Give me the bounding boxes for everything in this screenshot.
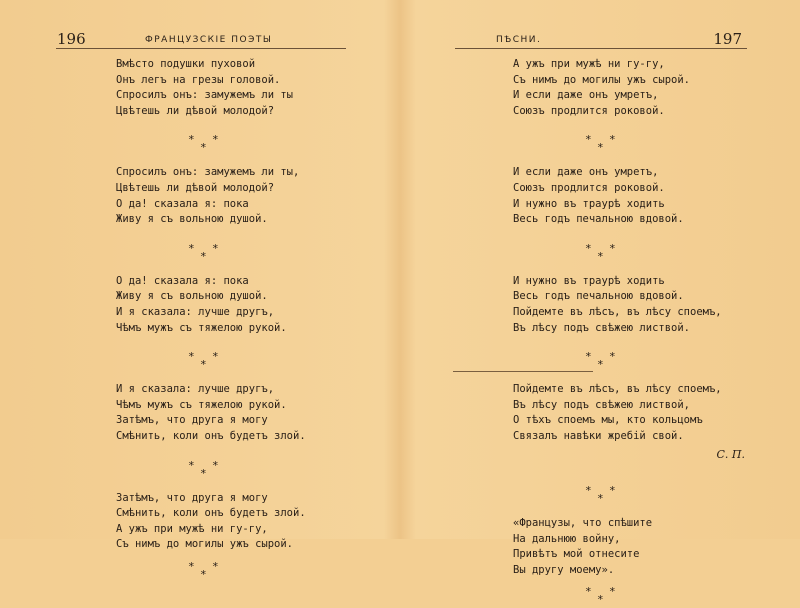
poem-line: Онъ легъ на грезы головой.	[116, 73, 281, 86]
asterisk: *	[585, 133, 592, 147]
right-page-number: 197	[713, 30, 742, 48]
stanza	[116, 57, 356, 119]
stanza	[116, 491, 356, 553]
stanza	[513, 382, 753, 444]
asterisk: *	[200, 141, 207, 155]
poem-line: Въ лѣсу подъ свѣжею листвой.	[513, 321, 691, 334]
asterisk: *	[188, 350, 195, 364]
stanza	[116, 165, 356, 227]
asterism-divider	[116, 445, 356, 491]
asterisk: *	[212, 559, 219, 573]
asterism-divider	[513, 228, 753, 274]
stanza	[513, 516, 753, 578]
asterisk: *	[597, 358, 604, 372]
poem-line: Живу я съ вольною душой.	[116, 213, 268, 226]
poem-line: Чѣмъ мужъ съ тяжелою рукой.	[116, 321, 287, 334]
poem-line: И нужно въ траурѣ ходить	[513, 274, 665, 287]
poem-line: Затѣмъ, что друга я могу	[116, 491, 268, 504]
asterisk: *	[200, 466, 207, 480]
right-header-rule	[455, 48, 747, 49]
asterism-divider	[116, 336, 356, 382]
left-page	[0, 0, 400, 581]
stanza	[513, 165, 753, 227]
stanza	[116, 382, 356, 444]
asterisk: *	[609, 585, 616, 599]
stanza	[116, 274, 356, 336]
asterisk: *	[597, 141, 604, 155]
left-poem-body	[116, 57, 356, 583]
stanza	[513, 274, 753, 336]
asterisk: *	[212, 458, 219, 472]
asterisk: *	[609, 484, 616, 498]
asterisk: *	[188, 559, 195, 573]
poem-line: Союзъ продлится роковой.	[513, 104, 665, 117]
poem-line: Съ нимъ до могилы ужъ сырой.	[513, 73, 691, 86]
asterisk: *	[585, 241, 592, 255]
asterism-divider	[513, 336, 753, 382]
translator-signature: С. П.	[716, 447, 745, 461]
poem-line: Вмѣсто подушки пуховой	[116, 58, 256, 70]
poem-line: И нужно въ траурѣ ходить	[513, 197, 665, 210]
poem-line: Союзъ продлится роковой.	[513, 181, 665, 194]
asterisk: *	[212, 133, 219, 147]
asterisk: *	[585, 350, 592, 364]
poem-line: Спросилъ онъ: замужемъ ли ты,	[116, 166, 300, 179]
asterisk: *	[200, 358, 207, 372]
poem-line: Цвѣтешь ли дѣвой молодой?	[116, 181, 275, 194]
right-running-head: ПѢСНИ.	[496, 35, 542, 45]
poem-line: Весь годъ печальною вдовой.	[513, 290, 684, 303]
asterism-divider	[513, 119, 753, 165]
asterisk: *	[609, 241, 616, 255]
asterisk: *	[188, 133, 195, 147]
asterisk: *	[200, 249, 207, 263]
poem-line: Смѣнить, коли онъ будетъ злой.	[116, 507, 306, 520]
asterisk: *	[188, 458, 195, 472]
poem-line: А ужъ при мужѣ ни гу-гу,	[116, 522, 268, 535]
poem-line: На дальнюю войну,	[513, 532, 621, 545]
asterism-divider	[513, 578, 753, 608]
poem-line: Чѣмъ мужъ съ тяжелою рукой.	[116, 398, 287, 411]
asterisk: *	[609, 350, 616, 364]
poem-line: Затѣмъ, что друга я могу	[116, 414, 268, 427]
poem-line: О да! сказала я: пока	[116, 274, 249, 287]
left-header-rule	[56, 48, 346, 49]
poem-line: Пойдемте въ лѣсъ, въ лѣсу споемъ,	[513, 305, 722, 318]
asterisk: *	[585, 484, 592, 498]
right-page	[400, 0, 800, 607]
asterism-divider	[116, 228, 356, 274]
poem-line: Весь годъ печальною вдовой.	[513, 213, 684, 226]
poem-line: Спросилъ онъ: замужемъ ли ты	[116, 89, 294, 102]
asterisk: *	[597, 492, 604, 506]
asterisk: *	[200, 567, 207, 581]
poem-line: Смѣнить, коли онъ будетъ злой.	[116, 429, 306, 442]
poem-line: Съ нимъ до могилы ужъ сырой.	[116, 538, 294, 551]
poem-line: Привѣтъ мой отнесите	[513, 548, 640, 561]
asterism-divider	[513, 470, 753, 516]
poem-line: А ужъ при мужѣ ни гу-гу,	[513, 58, 665, 70]
left-page-number: 196	[57, 30, 86, 48]
poem-line: И я сказала: лучше другъ,	[116, 305, 275, 318]
poem-line: И если даже онъ умретъ,	[513, 166, 659, 179]
stanza	[513, 57, 753, 119]
right-poem-body	[513, 57, 753, 608]
asterisk: *	[585, 585, 592, 599]
poem-line: «Французы, что спѣшите	[513, 517, 653, 530]
poem-line: Цвѣтешь ли дѣвой молодой?	[116, 104, 275, 117]
asterisk: *	[212, 350, 219, 364]
poem-line: Пойдемте въ лѣсъ, въ лѣсу споемъ,	[513, 383, 722, 396]
poem-end-rule	[453, 371, 593, 372]
poem-line: И я сказала: лучше другъ,	[116, 383, 275, 396]
poem-line: Въ лѣсу подъ свѣжею листвой,	[513, 398, 691, 411]
asterisk: *	[212, 241, 219, 255]
asterism-divider	[116, 119, 356, 165]
poem-line: Вы другу моему».	[513, 563, 615, 576]
poem-line: Связалъ навѣки жребій свой.	[513, 429, 684, 442]
left-running-head: ФРАНЦУЗСКІЕ ПОЭТЫ	[145, 35, 273, 45]
asterisk: *	[597, 249, 604, 263]
asterism-divider	[116, 553, 356, 583]
poem-line: Живу я съ вольною душой.	[116, 290, 268, 303]
asterisk: *	[597, 593, 604, 607]
poem-line: О тѣхъ споемъ мы, кто кольцомъ	[513, 414, 703, 427]
asterisk: *	[188, 241, 195, 255]
asterisk: *	[609, 133, 616, 147]
poem-line: И если даже онъ умретъ,	[513, 89, 659, 102]
poem-line: О да! сказала я: пока	[116, 197, 249, 210]
